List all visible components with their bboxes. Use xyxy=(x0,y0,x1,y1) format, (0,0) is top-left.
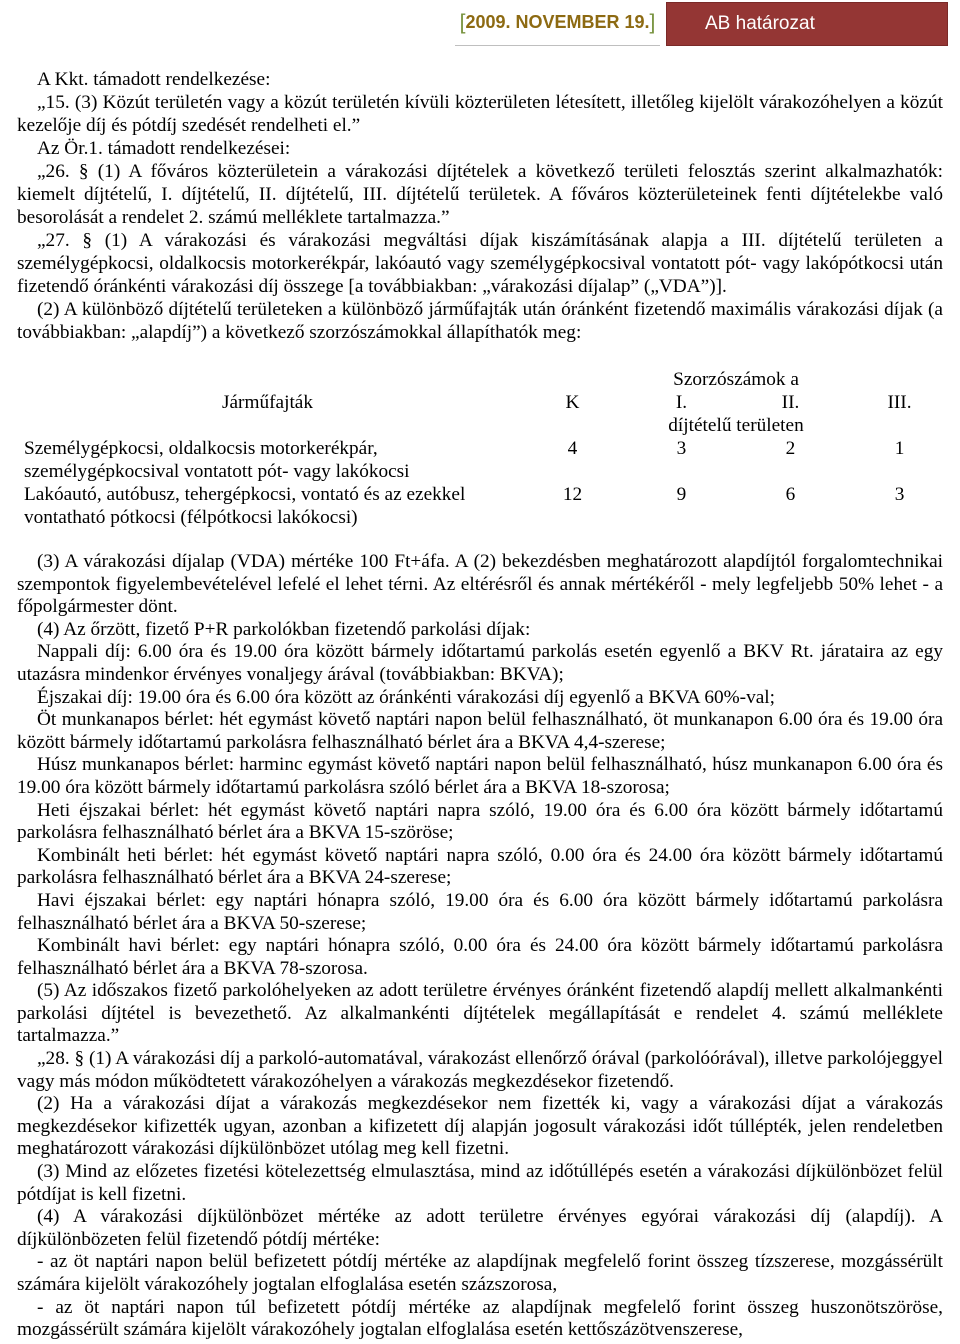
table-row xyxy=(17,437,954,483)
paragraph: (3) Mind az előzetes fizetési kötelezettség elmulasztása, mind az időtúllépés esetén a várakozási díjkülönbözet felül pótdíjat is kell fizetni. xyxy=(17,1161,943,1205)
paragraph: (3) A várakozási díjalap (VDA) mértéke 100 Ft+áfa. A (2) bekezdésben meghatározott alapdíjtól forgalomtechnikai szempontok figyelembevételével lefelé el lehet térni. Az eltérésről és annak mértékéről - mely legfeljebb 50% lehet - a főpolgármester dönt. xyxy=(17,551,943,618)
header-bracket-open: [ xyxy=(459,10,466,34)
header-date-text: 2009. NOVEMBER 19. xyxy=(465,12,650,32)
bottom-text-block xyxy=(17,551,943,1342)
multiplier-cell: 12 xyxy=(562,484,583,505)
header-date xyxy=(455,0,660,46)
vehicle-cell: Személygépkocsi, oldalkocsis motorkerékpár, személygépkocsival vontatott pót- vagy lakókocsi xyxy=(24,438,410,482)
header-doc-type-label: AB határozat xyxy=(705,13,815,34)
paragraph: Öt munkanapos bérlet: hét egymást követő naptári napon belül felhasználható, öt munkanapon 6.00 óra és 19.00 óra között bármely időtartamú parkolásra felhasználható bérlet ára a BKVA 4,4-szerese; xyxy=(17,709,943,753)
paragraph: „27. § (1) A várakozási és várakozási megváltási díjak kiszámításának alapja a III. díjtételű területen a személygépkocsi, oldalkocsis motorkerékpár, lakóautó vagy személygépkocsival vontatott pót- vagy lakópótkocsi után fizetendő óránkénti várakozási díj összege [a továbbiakban: „várakozási díjalap” („VDA”)]. xyxy=(17,230,943,297)
paragraph: (4) Az őrzött, fizető P+R parkolókban fizetendő parkolási díjak: xyxy=(37,618,531,640)
multiplier-cell: 3 xyxy=(676,438,687,459)
multiplier-cell: 2 xyxy=(785,438,796,459)
paragraph: (2) Ha a várakozási díjat a várakozás megkezdésekor nem fizették ki, vagy a várakozási díjat a várakozás megkezdésekor kifizették ugyan, azonban a kifizetett díj alapján jogosult várakozási időt túllépték, jelen rendeletben meghatározott várakozási díjkülönbözet utólag meg kell fizetni. xyxy=(17,1093,943,1160)
zone-suffix-cell: díjtételű területen xyxy=(668,415,804,436)
paragraph: A Kkt. támadott rendelkezése: xyxy=(37,69,271,90)
zone-cell-k: K xyxy=(565,392,580,413)
zone-cell-iii: III. xyxy=(887,392,912,413)
vehicle-header-cell: Járműfajták xyxy=(221,392,313,413)
top-text-block xyxy=(17,68,943,344)
multiplier-cell: 6 xyxy=(785,484,796,505)
paragraph: Húsz munkanapos bérlet: harminc egymást követő naptári napon belül felhasználható, húsz munkanapon 6.00 óra és 19.00 óra között bármely időtartamú parkolásra szóló bérlet ára a BKVA 18-szorosa; xyxy=(17,754,943,798)
multiplier-table xyxy=(17,368,954,531)
paragraph: „28. § (1) A várakozási díj a parkoló-automatával, várakozást ellenőrző órával (parkolóórával), illetve parkolójeggyel vagy más módon működtetett várakozóhelyen a várakozás megkezdésekor fizetendő. xyxy=(17,1048,943,1092)
paragraph: Az Ör.1. támadott rendelkezései: xyxy=(37,138,291,159)
paragraph: Éjszakai díj: 19.00 óra és 6.00 óra között az óránkénti várakozási díj egyenlő a BKVA 60%-val; xyxy=(37,686,776,708)
paragraph: Nappali díj: 6.00 óra és 19.00 óra között bármely időtartamú parkolás esetén egyenlő a BKV Rt. járataira az egy utazásra mindenkor érvényes vonaljegy árával (továbbiakban: BKVA); xyxy=(17,641,943,685)
paragraph: Havi éjszakai bérlet: egy naptári hónapra szóló, 19.00 óra és 6.00 óra között bármely időtartamú parkolásra felhasználható bérlet ára a BKVA 50-szerese; xyxy=(17,889,943,934)
paragraph: „15. (3) Közút területén vagy a közút területén kívüli közterületen létesített, illetőleg kijelölt várakozóhelyen a közút kezelője díj és pótdíj szedését rendelheti el.” xyxy=(17,92,943,136)
multiplier-cell: 4 xyxy=(567,438,578,459)
table-header-row xyxy=(17,368,954,391)
header-doc-type xyxy=(666,2,948,46)
paragraph: (2) A különböző díjtételű területeken a különböző járműfajták után óránként fizetendő maximális várakozási díjak (a továbbiakban: „alapdíj”) a következő szorzószámokkal állapíthatók meg: xyxy=(17,299,943,343)
zone-cell-ii: II. xyxy=(781,392,800,413)
vehicle-cell: Lakóautó, autóbusz, tehergépkocsi, vontató és az ezekkel vontatható pótkocsi (félpótkocsi lakókocsi) xyxy=(24,484,466,528)
paragraph: (5) Az időszakos fizető parkolóhelyeken az adott területre érvényes óránként fizetendő alapdíj mellett alkalmankénti parkolási díjtétel is bevezethető. Az alkalmankénti díjtételek megállapítását e rendelet 4. számú melléklete tartalmazza.” xyxy=(17,980,943,1047)
paragraph: - az öt naptári napon belül befizetett pótdíj mértéke az alapdíjnak megfelelő forint összeg tízszerese, mozgássérült számára kijelölt várakozóhely jogtalan elfoglalása esetén százszorosa, xyxy=(17,1251,943,1295)
multiplier-cell: 1 xyxy=(894,438,905,459)
paragraph: Kombinált havi bérlet: egy naptári hónapra szóló, 0.00 óra és 24.00 óra között bármely időtartamú parkolásra felhasználható bérlet ára a BKVA 78-szorosa. xyxy=(17,935,943,979)
table-row xyxy=(17,483,954,531)
multiplier-cell: 3 xyxy=(894,484,905,505)
multiplier-cell: 9 xyxy=(676,484,687,505)
paragraph: (4) A várakozási díjkülönbözet mértéke az adott területre érvényes egyórai várakozási díj (alapdíj). A díjkülönbözeten felül fizetendő pótdíj mértéke: xyxy=(17,1206,943,1250)
paragraph: - az öt naptári napon túl befizetett pótdíj mértéke az alapdíjnak megfelelő forint összeg huszonötszöröse, mozgássérült számára kijelölt várakozóhely jogtalan elfoglalása esetén kettőszázötvenszerese, xyxy=(17,1296,943,1341)
paragraph: Heti éjszakai bérlet: hét egymást követő naptári napra szóló, 19.00 óra és 6.00 óra között bármely időtartamú parkolásra felhasználható bérlet ára a BKVA 15-szöröse; xyxy=(17,799,943,844)
paragraph: Kombinált heti bérlet: hét egymást követő naptári napra szóló, 0.00 óra és 24.00 óra között bármely időtartamú parkolásra felhasználható bérlet ára a BKVA 24-szerese; xyxy=(17,844,943,889)
header-bracket-close: ] xyxy=(649,10,656,34)
paragraph: „26. § (1) A főváros közterületein a várakozási díjtételek a következő területi felosztás szerint alkalmazhatók: kiemelt díjtételű, I. díjtételű, II. díjtételű, III. díjtételű területek. A főváros közterületeinek fenti díjtételekbe való besorolását a rendelet 2. számú melléklete tartalmazza.” xyxy=(17,161,943,228)
multiplier-header-cell: Szorzószámok a xyxy=(673,369,799,390)
zone-cell-i: I. xyxy=(675,392,688,413)
